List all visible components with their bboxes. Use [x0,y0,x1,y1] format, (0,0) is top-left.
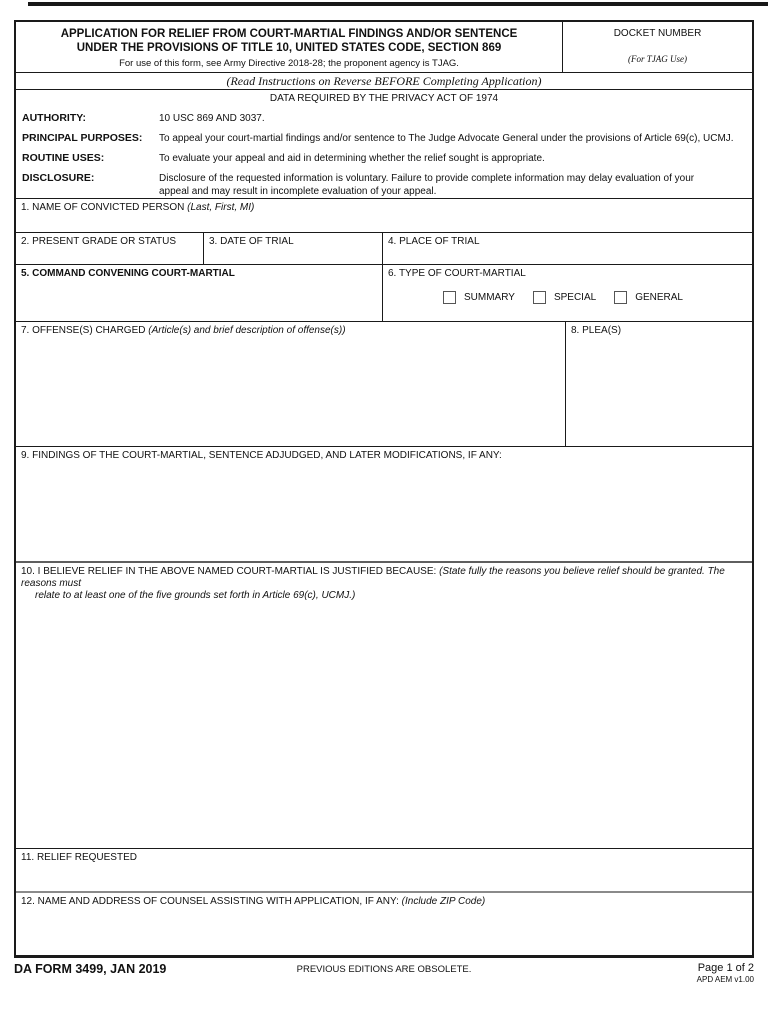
instructions-note: (Read Instructions on Reverse BEFORE Completing Application) [16,72,752,89]
docket-number-label: DOCKET NUMBER [613,28,702,39]
authority-label: AUTHORITY: [22,112,86,124]
field-2-label: 2. PRESENT GRADE OR STATUS [21,236,177,247]
docket-number-field[interactable] [562,22,752,72]
court-martial-type-options [443,291,752,304]
page-edge-scan-line [28,2,768,6]
form-title-block [16,22,562,72]
field-3-date-of-trial[interactable] [204,233,383,264]
row-offenses-pleas [16,321,752,446]
principal-purposes-text: To appeal your court-martial findings and/or sentence to The Judge Advocate General under the provisions of Article 69(c), UCMJ. [159,133,734,144]
field-2-present-grade[interactable] [16,233,204,264]
privacy-act-block [16,89,752,198]
special-checkbox-label: SPECIAL [553,292,597,303]
field-1-hint: (Last, First, MI) [187,202,255,213]
field-7-label: 7. OFFENSE(S) CHARGED (Article(s) and brief description of offense(s)) [21,325,346,336]
field-5-convening-command[interactable] [16,265,383,321]
summary-checkbox-label: SUMMARY [464,292,515,303]
field-1-label: 1. NAME OF CONVICTED PERSON (Last, First, MI) [21,202,255,213]
special-checkbox-icon[interactable] [533,291,546,304]
field-12-hint: (Include ZIP Code) [401,896,486,907]
disclosure-text: Disclosure of the requested information is voluntary. Failure to provide complete information may delay evaluation of your appeal and may result in incomplete evaluation of your appeal. [159,173,695,197]
field-6-type-of-court-martial [383,265,752,321]
field-10-label: 10. I BELIEVE RELIEF IN THE ABOVE NAMED COURT-MARTIAL IS JUSTIFIED BECAUSE: (State fully the reasons you believe relief should be granted. The reasons must [21,566,725,589]
apd-version: APD AEM v1.00 [696,975,754,984]
checkbox-option-special[interactable] [533,291,596,304]
form-title-line2: UNDER THE PROVISIONS OF TITLE 10, UNITED STATES CODE, SECTION 869 [76,42,502,54]
summary-checkbox-icon[interactable] [443,291,456,304]
disclosure-label: DISCLOSURE: [22,172,95,184]
privacy-routine-uses-row [22,152,746,165]
field-6-label: 6. TYPE OF COURT-MARTIAL [388,268,526,279]
field-4-label: 4. PLACE OF TRIAL [388,236,480,247]
general-checkbox-label: GENERAL [635,292,683,303]
form-number: DA FORM 3499, JAN 2019 [14,962,167,976]
field-5-label: 5. COMMAND CONVENING COURT-MARTIAL [21,268,235,279]
privacy-purposes-row [22,132,746,145]
privacy-authority-row [22,112,746,125]
field-7-offenses-charged[interactable] [16,322,566,446]
field-12-label: 12. NAME AND ADDRESS OF COUNSEL ASSISTING WITH APPLICATION, IF ANY: (Include ZIP Code) [21,896,486,907]
checkbox-option-general[interactable] [614,291,683,304]
authority-text: 10 USC 869 AND 3037. [159,113,265,124]
general-checkbox-icon[interactable] [614,291,627,304]
field-9-findings-sentence[interactable] [16,446,752,561]
da-form-3499 [14,20,754,958]
form-title-line1: APPLICATION FOR RELIEF FROM COURT-MARTIAL FINDINGS AND/OR SENTENCE [60,28,518,40]
privacy-disclosure-row [22,172,746,198]
docket-tjag-note: (For TJAG Use) [628,54,687,64]
checkbox-option-summary[interactable] [443,291,515,304]
field-10-hint-line1: (State fully the reasons you believe relief should be granted. The reasons must [21,566,725,589]
principal-purposes-label: PRINCIPAL PURPOSES: [22,132,143,144]
routine-uses-label: ROUTINE USES: [22,152,105,164]
footer-right-block [524,962,754,984]
obsolete-note: PREVIOUS EDITIONS ARE OBSOLETE. [296,964,472,975]
field-9-label: 9. FINDINGS OF THE COURT-MARTIAL, SENTENCE ADJUDGED, AND LATER MODIFICATIONS, IF ANY: [21,450,502,461]
field-7-hint: (Article(s) and brief description of offense(s)) [148,325,346,336]
field-11-relief-requested[interactable] [16,848,752,891]
field-3-label: 3. DATE OF TRIAL [209,236,294,247]
field-10-hint-line2: relate to at least one of the five grounds set forth in Article 69(c), UCMJ.) [35,590,356,601]
form-header [16,22,752,72]
privacy-act-heading: DATA REQUIRED BY THE PRIVACY ACT OF 1974 [269,93,499,104]
field-11-label: 11. RELIEF REQUESTED [21,852,137,863]
field-8-label: 8. PLEA(S) [571,325,622,336]
field-4-place-of-trial[interactable] [383,233,752,264]
field-8-pleas[interactable] [566,322,752,446]
form-subtitle: For use of this form, see Army Directive 2018-28; the proponent agency is TJAG. [119,58,459,69]
page-indicator: Page 1 of 2 [697,962,754,974]
row-grade-date-place [16,232,752,264]
field-12-counsel-name-address[interactable] [16,891,752,955]
row-command-type [16,264,752,321]
field-1-convicted-person-name[interactable] [16,198,752,232]
form-footer [14,962,754,984]
routine-uses-text: To evaluate your appeal and aid in determining whether the relief sought is appropriate. [159,153,545,164]
field-10-justification[interactable] [16,561,752,848]
